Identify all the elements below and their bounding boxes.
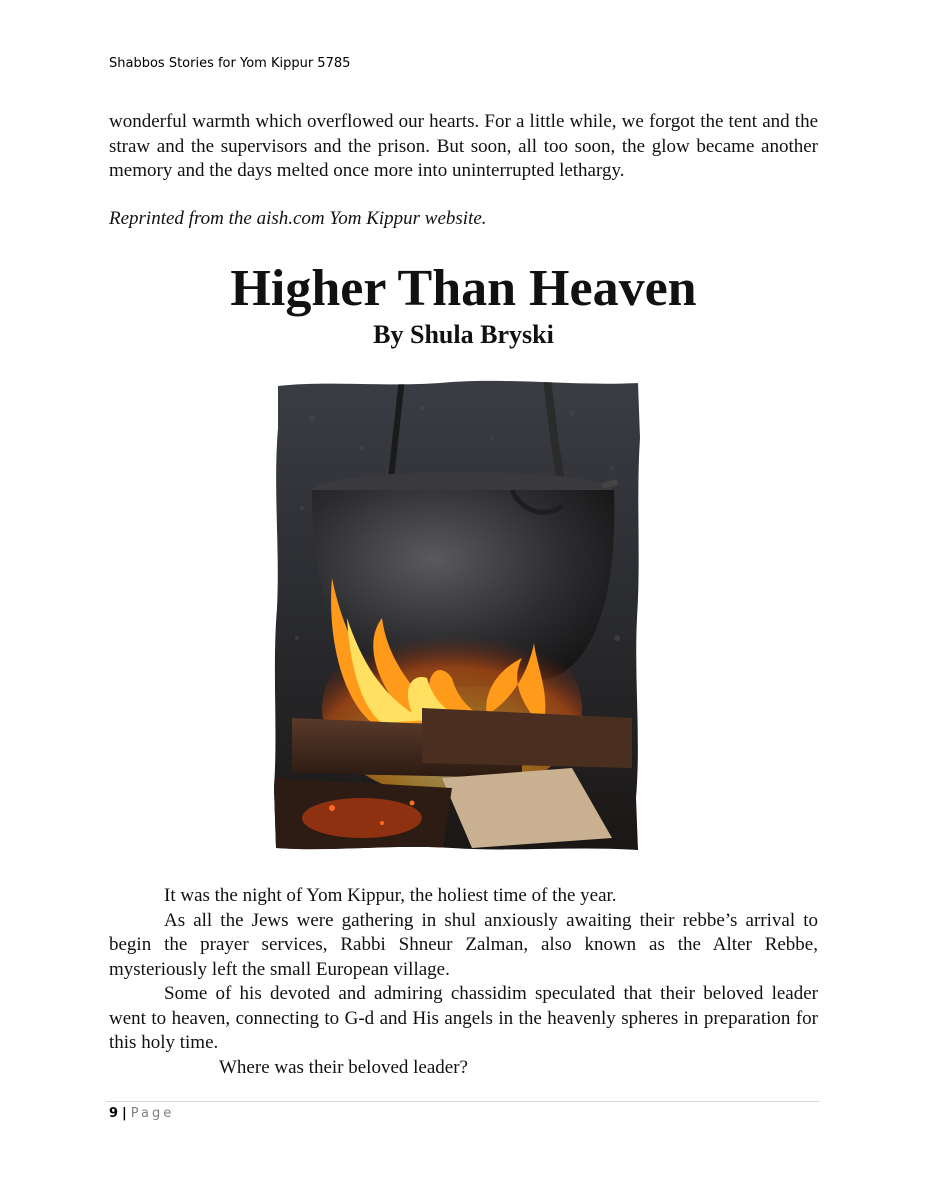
story-body	[109, 884, 818, 1080]
story-paragraph-2: As all the Jews were gathering in shul anxiously awaiting their rebbe’s arrival to begin the prayer services, Rabbi Shneur Zalman, also known as the Alter Rebbe, mysteriously left the small European village.	[109, 909, 818, 980]
story-paragraph-1: It was the night of Yom Kippur, the holiest time of the year.	[164, 885, 617, 906]
pot-over-fire-image	[272, 378, 642, 854]
story-byline: By Shula Bryski	[373, 320, 554, 349]
footer-divider	[106, 1101, 820, 1102]
page-footer	[109, 1106, 174, 1121]
story-title: Higher Than Heaven	[230, 260, 697, 317]
story-illustration	[272, 378, 642, 854]
page-label: Page	[130, 1106, 175, 1121]
running-header: Shabbos Stories for Yom Kippur 5785	[109, 56, 351, 71]
reprint-note: Reprinted from the aish.com Yom Kippur website.	[109, 208, 487, 229]
footer-separator: |	[122, 1106, 127, 1121]
previous-story-closing-paragraph: wonderful warmth which overflowed our hearts. For a little while, we forgot the tent and the straw and the supervisors and the prison. But soon, all too soon, the glow became another memory and the days melted once more into uninterrupted lethargy.	[109, 111, 818, 181]
story-paragraph-3: Some of his devoted and admiring chassidim speculated that their beloved leader went to heaven, connecting to G-d and His angels in the heavenly spheres in preparation for this holy time.	[109, 983, 818, 1053]
page-number: 9	[109, 1106, 119, 1121]
story-paragraph-4: Where was their beloved leader?	[219, 1056, 468, 1078]
